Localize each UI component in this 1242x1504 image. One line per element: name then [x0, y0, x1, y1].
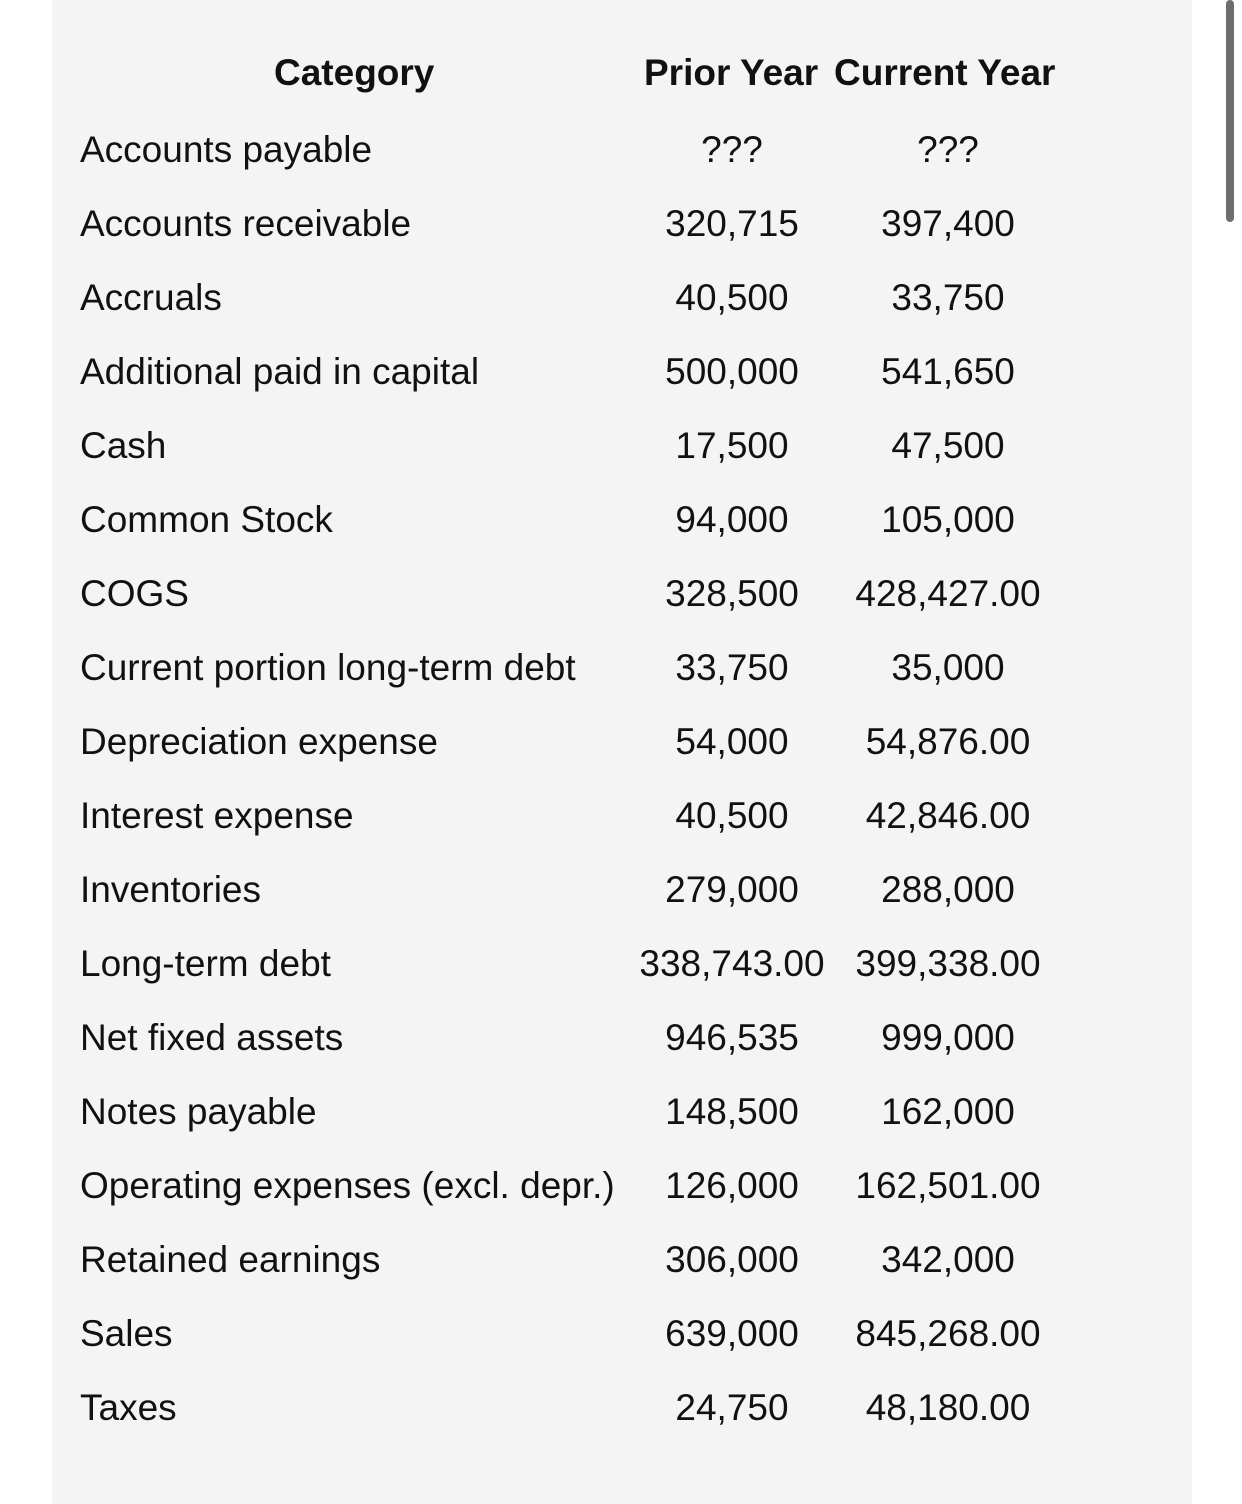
row-current-year: 33,750	[891, 277, 1005, 318]
row-prior-year: 126,000	[665, 1165, 799, 1206]
row-prior-year: 24,750	[675, 1387, 789, 1428]
row-current-year: 999,000	[881, 1017, 1015, 1058]
header-prior-year: Prior Year	[644, 52, 819, 93]
row-prior-year: 279,000	[665, 869, 799, 910]
table-header	[52, 52, 1192, 102]
row-current-year: 399,338.00	[855, 943, 1041, 984]
row-category: Long-term debt	[80, 943, 331, 984]
row-current-year: 845,268.00	[855, 1313, 1041, 1354]
row-prior-year: 54,000	[675, 721, 789, 762]
row-current-year: 288,000	[881, 869, 1015, 910]
row-prior-year: 148,500	[665, 1091, 799, 1132]
row-current-year: 428,427.00	[855, 573, 1041, 614]
row-prior-year: 94,000	[675, 499, 789, 540]
row-prior-year: 40,500	[675, 795, 789, 836]
row-prior-year: 320,715	[665, 203, 799, 244]
table-row	[52, 926, 1192, 1000]
row-current-year: 48,180.00	[865, 1387, 1031, 1428]
header-category: Category	[274, 52, 435, 93]
vertical-scrollbar[interactable]	[1226, 0, 1234, 222]
table-row	[52, 260, 1192, 334]
row-prior-year: 40,500	[675, 277, 789, 318]
row-current-year: 47,500	[891, 425, 1005, 466]
table-body	[52, 112, 1192, 1444]
row-prior-year: 946,535	[665, 1017, 799, 1058]
row-category: Taxes	[80, 1387, 177, 1428]
row-category: Common Stock	[80, 499, 333, 540]
table-row	[52, 1074, 1192, 1148]
financial-data-table	[52, 0, 1192, 1504]
row-category: Depreciation expense	[80, 721, 438, 762]
row-current-year: 342,000	[881, 1239, 1015, 1280]
row-prior-year: 33,750	[675, 647, 789, 688]
table-row	[52, 1370, 1192, 1444]
row-category: COGS	[80, 573, 189, 614]
row-category: Accounts payable	[80, 129, 373, 170]
row-prior-year: 328,500	[665, 573, 799, 614]
row-category: Sales	[80, 1313, 173, 1354]
row-current-year: ???	[917, 129, 979, 170]
row-category: Notes payable	[80, 1091, 317, 1132]
row-category: Current portion long-term debt	[80, 647, 576, 688]
row-prior-year: 306,000	[665, 1239, 799, 1280]
table-row	[52, 186, 1192, 260]
table-row	[52, 852, 1192, 926]
table-row	[52, 1222, 1192, 1296]
table-row	[52, 630, 1192, 704]
table-row	[52, 112, 1192, 186]
row-prior-year: 338,743.00	[639, 943, 825, 984]
table-row	[52, 482, 1192, 556]
row-prior-year: 500,000	[665, 351, 799, 392]
table-row	[52, 1148, 1192, 1222]
table-row	[52, 408, 1192, 482]
row-category: Inventories	[80, 869, 261, 910]
table-row	[52, 334, 1192, 408]
row-prior-year: 639,000	[665, 1313, 799, 1354]
row-category: Net fixed assets	[80, 1017, 344, 1058]
row-current-year: 397,400	[881, 203, 1015, 244]
row-current-year: 541,650	[881, 351, 1015, 392]
table-row	[52, 704, 1192, 778]
row-category: Operating expenses (excl. depr.)	[80, 1165, 615, 1206]
row-prior-year: 17,500	[675, 425, 789, 466]
row-current-year: 42,846.00	[865, 795, 1031, 836]
row-category: Additional paid in capital	[80, 351, 480, 392]
row-current-year: 105,000	[881, 499, 1015, 540]
row-current-year: 54,876.00	[865, 721, 1031, 762]
table-row	[52, 778, 1192, 852]
row-current-year: 162,000	[881, 1091, 1015, 1132]
row-category: Cash	[80, 425, 167, 466]
table-row	[52, 1296, 1192, 1370]
header-current-year: Current Year	[834, 52, 1056, 93]
row-category: Interest expense	[80, 795, 354, 836]
row-current-year: 35,000	[891, 647, 1005, 688]
row-category: Retained earnings	[80, 1239, 381, 1280]
row-category: Accounts receivable	[80, 203, 412, 244]
row-prior-year: ???	[701, 129, 763, 170]
table-row	[52, 1000, 1192, 1074]
row-category: Accruals	[80, 277, 222, 318]
row-current-year: 162,501.00	[855, 1165, 1041, 1206]
table-row	[52, 556, 1192, 630]
